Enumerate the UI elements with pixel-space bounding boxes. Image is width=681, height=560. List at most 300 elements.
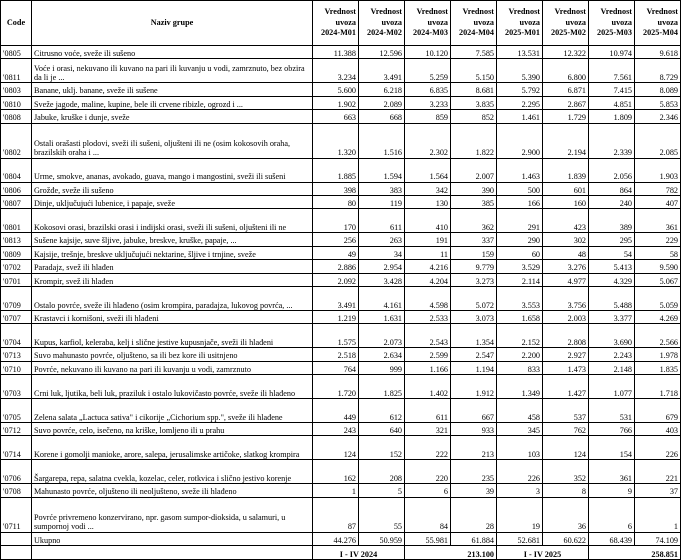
row-value: 3.428 (359, 273, 405, 286)
row-value: 1.575 (313, 324, 359, 348)
row-value: 423 (543, 209, 589, 233)
row-value: 226 (497, 460, 543, 484)
row-value: 191 (405, 233, 451, 246)
table-row (1, 324, 681, 348)
row-value: 213 (451, 436, 497, 460)
row-value: 291 (497, 209, 543, 233)
total-value: 68.439 (589, 532, 635, 545)
row-value: 766 (589, 423, 635, 436)
row-value: 2.200 (497, 348, 543, 361)
row-value: 2.900 (497, 123, 543, 158)
period-header: Vrednost uvoza 2024-M04 (451, 1, 497, 46)
row-value: 11 (405, 246, 451, 259)
row-code: '0708 (1, 484, 32, 497)
period-header: Vrednost uvoza 2025-M02 (543, 1, 589, 46)
row-value: 80 (313, 195, 359, 208)
row-value: 240 (589, 195, 635, 208)
row-group-name: Sveže jagode, maline, kupine, bele ili crvene ribizle, ogrozd i ... (32, 96, 313, 109)
row-value: 2.114 (497, 273, 543, 286)
row-value: 154 (589, 436, 635, 460)
row-value: 864 (589, 182, 635, 195)
row-group-name: Šargarepa, repa, salatna cvekla, kozelac, celer, rotkvica i slično jestivo korenje (32, 460, 313, 484)
row-value: 1.463 (497, 158, 543, 182)
row-value: 3.377 (589, 310, 635, 323)
row-value: 12.322 (543, 46, 589, 59)
row-group-name: Povrće privremeno konzervirano, npr. gasom sumpor-dioksida, u salamuri, u sumpornoj vodi ... (32, 497, 313, 532)
row-value: 1.516 (359, 123, 405, 158)
row-value: 1.354 (451, 324, 497, 348)
row-value: 1.720 (313, 375, 359, 399)
table-row (1, 59, 681, 83)
row-value: 833 (497, 361, 543, 374)
row-value: 1.902 (313, 96, 359, 109)
table-row (1, 436, 681, 460)
row-group-name: Voće i orasi, nekuvano ili kuvano na pari ili kuvanju u vodi, zamrznuto, bez obzira da li je ... (32, 59, 313, 83)
row-value: 500 (497, 182, 543, 195)
row-value: 208 (359, 460, 405, 484)
row-value: 11.388 (313, 46, 359, 59)
row-value: 2.599 (405, 348, 451, 361)
row-value: 1.473 (543, 361, 589, 374)
row-value: 2.302 (405, 123, 451, 158)
table-row (1, 96, 681, 109)
row-value: 1 (313, 484, 359, 497)
row-value: 48 (543, 246, 589, 259)
row-code: '0807 (1, 195, 32, 208)
row-value: 1.219 (313, 310, 359, 323)
row-value: 2.085 (635, 123, 681, 158)
row-value: 859 (405, 110, 451, 123)
table-row (1, 83, 681, 96)
row-value: 7.415 (589, 83, 635, 96)
row-value: 383 (359, 182, 405, 195)
row-group-name: Kupus, karfiol, keleraba, kelj i slične jestive kupusnjače, sveži ili hlađeni (32, 324, 313, 348)
summary-label-2024: I - IV 2024 (313, 546, 405, 560)
row-group-name: Paradajz, svež ili hlađen (32, 260, 313, 273)
row-value: 7.561 (589, 59, 635, 83)
row-value: 403 (635, 423, 681, 436)
row-value: 5.488 (589, 286, 635, 310)
period-summary-row (1, 546, 681, 560)
row-value: 295 (589, 233, 635, 246)
row-group-name: Grožđe, sveže ili sušeno (32, 182, 313, 195)
row-value: 5.059 (635, 286, 681, 310)
total-label: Ukupno (32, 532, 313, 545)
row-value: 1.594 (359, 158, 405, 182)
row-value: 2.886 (313, 260, 359, 273)
row-value: 1.912 (451, 375, 497, 399)
row-code: '0803 (1, 83, 32, 96)
row-value: 6.871 (543, 83, 589, 96)
row-code: '0809 (1, 246, 32, 259)
row-code: '0702 (1, 260, 32, 273)
row-value: 2.927 (543, 348, 589, 361)
table-row (1, 286, 681, 310)
row-value: 229 (635, 233, 681, 246)
row-group-name: Sušene kajsije, suve šljive, jabuke, breskve, kruške, papaje, ... (32, 233, 313, 246)
row-value: 2.533 (405, 310, 451, 323)
row-value: 1.885 (313, 158, 359, 182)
row-value: 1.166 (405, 361, 451, 374)
row-value: 49 (313, 246, 359, 259)
table-row (1, 423, 681, 436)
row-value: 679 (635, 399, 681, 423)
row-value: 6 (589, 497, 635, 532)
table-row (1, 110, 681, 123)
row-value: 4.329 (589, 273, 635, 286)
row-value: 601 (543, 182, 589, 195)
row-value: 5.853 (635, 96, 681, 109)
row-value: 385 (451, 195, 497, 208)
row-value: 1.718 (635, 375, 681, 399)
row-value: 3.529 (497, 260, 543, 273)
row-value: 290 (497, 233, 543, 246)
row-value: 361 (635, 209, 681, 233)
row-value: 5 (359, 484, 405, 497)
row-group-name: Krastavci i kornišoni, sveži ili hlađeni (32, 310, 313, 323)
row-value: 1.658 (497, 310, 543, 323)
table-row (1, 158, 681, 182)
row-value: 9.590 (635, 260, 681, 273)
row-code: '0806 (1, 182, 32, 195)
row-value: 321 (405, 423, 451, 436)
row-value: 2.566 (635, 324, 681, 348)
period-header: Vrednost uvoza 2025-M01 (497, 1, 543, 46)
row-value: 221 (635, 460, 681, 484)
row-value: 3.276 (543, 260, 589, 273)
summary-value-2025: 258.851 (589, 546, 681, 560)
row-value: 8.089 (635, 83, 681, 96)
row-value: 302 (543, 233, 589, 246)
row-value: 9.779 (451, 260, 497, 273)
row-value: 256 (313, 233, 359, 246)
table-row (1, 399, 681, 423)
total-row (1, 532, 681, 545)
header-row (1, 1, 681, 46)
row-value: 361 (589, 460, 635, 484)
row-value: 2.073 (359, 324, 405, 348)
row-value: 5.390 (497, 59, 543, 83)
row-group-name: Ostali orašasti plodovi, sveži ili sušeni, oljušteni ili ne (osim kokosovih oraha, brazilskih oraha i ... (32, 123, 313, 158)
row-value: 54 (589, 246, 635, 259)
row-code: '0701 (1, 273, 32, 286)
row-value: 7.585 (451, 46, 497, 59)
row-value: 1.427 (543, 375, 589, 399)
total-value: 52.681 (497, 532, 543, 545)
row-value: 852 (451, 110, 497, 123)
row-value: 1.903 (635, 158, 681, 182)
row-group-name: Citrusno voće, sveže ili sušeno (32, 46, 313, 59)
row-code: '0711 (1, 497, 32, 532)
table-row (1, 209, 681, 233)
row-value: 3.234 (313, 59, 359, 83)
row-code: '0804 (1, 158, 32, 182)
row-value: 3.756 (543, 286, 589, 310)
row-code: '0813 (1, 233, 32, 246)
row-code: '0805 (1, 46, 32, 59)
row-value: 2.089 (359, 96, 405, 109)
row-value: 28 (451, 497, 497, 532)
table-row (1, 310, 681, 323)
row-value: 2.007 (451, 158, 497, 182)
row-value: 398 (313, 182, 359, 195)
row-code: '0705 (1, 399, 32, 423)
row-value: 12.596 (359, 46, 405, 59)
row-value: 352 (543, 460, 589, 484)
row-value: 159 (451, 246, 497, 259)
row-value: 9 (589, 484, 635, 497)
row-value: 2.543 (405, 324, 451, 348)
row-group-name: Dinje, uključujući lubenice, i papaje, sveže (32, 195, 313, 208)
row-value: 342 (405, 182, 451, 195)
row-group-name: Zelena salata „Lactuca sativa" i cikorije „Cichorium spp.", sveže ili hlađene (32, 399, 313, 423)
row-value: 3.835 (451, 96, 497, 109)
summary-label-2025: I - IV 2025 (497, 546, 589, 560)
row-value: 933 (451, 423, 497, 436)
table-row (1, 273, 681, 286)
row-value: 1.978 (635, 348, 681, 361)
row-value: 103 (497, 436, 543, 460)
row-value: 170 (313, 209, 359, 233)
table-row (1, 195, 681, 208)
row-value: 5.259 (405, 59, 451, 83)
row-value: 2.056 (589, 158, 635, 182)
table-row (1, 484, 681, 497)
total-value: 55.981 (405, 532, 451, 545)
row-value: 1.402 (405, 375, 451, 399)
row-value: 2.808 (543, 324, 589, 348)
row-value: 337 (451, 233, 497, 246)
row-value: 2.518 (313, 348, 359, 361)
row-value: 345 (497, 423, 543, 436)
row-code: '0810 (1, 96, 32, 109)
row-code: '0703 (1, 375, 32, 399)
row-value: 1.825 (359, 375, 405, 399)
row-value: 2.243 (589, 348, 635, 361)
row-value: 152 (359, 436, 405, 460)
row-code: '0707 (1, 310, 32, 323)
row-value: 389 (589, 209, 635, 233)
row-value: 4.851 (589, 96, 635, 109)
total-value: 74.109 (635, 532, 681, 545)
row-value: 1.729 (543, 110, 589, 123)
row-value: 5.072 (451, 286, 497, 310)
row-group-name: Urme, smokve, ananas, avokado, guava, mango i mangostini, sveži ili sušeni (32, 158, 313, 182)
row-value: 162 (313, 460, 359, 484)
row-value: 1.809 (589, 110, 635, 123)
row-value: 5.600 (313, 83, 359, 96)
row-value: 2.346 (635, 110, 681, 123)
row-value: 4.598 (405, 286, 451, 310)
row-value: 3.690 (589, 324, 635, 348)
row-group-name: Kajsije, trešnje, breskve uključujući nektarine, šljive i trnjine, sveže (32, 246, 313, 259)
row-code: '0709 (1, 286, 32, 310)
row-value: 6.835 (405, 83, 451, 96)
row-value: 2.295 (497, 96, 543, 109)
row-value: 1 (635, 497, 681, 532)
row-value: 3.491 (313, 286, 359, 310)
table-row (1, 361, 681, 374)
row-code: '0706 (1, 460, 32, 484)
row-value: 762 (543, 423, 589, 436)
row-value: 87 (313, 497, 359, 532)
row-value: 160 (543, 195, 589, 208)
row-code: '0808 (1, 110, 32, 123)
row-value: 8.681 (451, 83, 497, 96)
row-value: 263 (359, 233, 405, 246)
table-row (1, 233, 681, 246)
row-value: 36 (543, 497, 589, 532)
row-value: 6.218 (359, 83, 405, 96)
total-value: 44.276 (313, 532, 359, 545)
row-value: 2.954 (359, 260, 405, 273)
row-value: 2.867 (543, 96, 589, 109)
row-value: 410 (405, 209, 451, 233)
summary-blank-cell (32, 546, 313, 560)
row-value: 764 (313, 361, 359, 374)
row-value: 4.161 (359, 286, 405, 310)
row-value: 130 (405, 195, 451, 208)
row-value: 611 (359, 209, 405, 233)
summary-blank-cell (1, 546, 32, 560)
row-value: 4.269 (635, 310, 681, 323)
row-value: 220 (405, 460, 451, 484)
row-value: 612 (359, 399, 405, 423)
row-value: 37 (635, 484, 681, 497)
period-header: Vrednost uvoza 2024-M02 (359, 1, 405, 46)
row-code: '0712 (1, 423, 32, 436)
row-value: 2.152 (497, 324, 543, 348)
row-value: 531 (589, 399, 635, 423)
row-value: 124 (313, 436, 359, 460)
table-row (1, 260, 681, 273)
row-value: 166 (497, 195, 543, 208)
total-value: 60.622 (543, 532, 589, 545)
code-header: Code (1, 1, 32, 46)
row-group-name: Suvo povrće, celo, isečeno, na kriške, lomljeno ili u prahu (32, 423, 313, 436)
row-value: 668 (359, 110, 405, 123)
row-value: 458 (497, 399, 543, 423)
period-header: Vrednost uvoza 2024-M03 (405, 1, 451, 46)
period-header: Vrednost uvoza 2025-M03 (589, 1, 635, 46)
table-row (1, 348, 681, 361)
row-value: 1.077 (589, 375, 635, 399)
row-value: 235 (451, 460, 497, 484)
row-value: 611 (405, 399, 451, 423)
row-value: 3.073 (451, 310, 497, 323)
row-value: 3 (497, 484, 543, 497)
row-value: 2.003 (543, 310, 589, 323)
table-row (1, 182, 681, 195)
row-value: 5.150 (451, 59, 497, 83)
row-value: 119 (359, 195, 405, 208)
row-code: '0801 (1, 209, 32, 233)
row-code: '0713 (1, 348, 32, 361)
total-code-cell (1, 532, 32, 545)
row-value: 8.729 (635, 59, 681, 83)
row-value: 10.120 (405, 46, 451, 59)
row-group-name: Krompir, svež ili hlađen (32, 273, 313, 286)
row-group-name: Jabuke, kruške i dunje, sveže (32, 110, 313, 123)
row-value: 10.974 (589, 46, 635, 59)
row-value: 13.531 (497, 46, 543, 59)
row-value: 407 (635, 195, 681, 208)
row-group-name: Kokosovi orasi, brazilski orasi i indijski orasi, sveži ili sušeni, oljušteni ili ne (32, 209, 313, 233)
period-header: Vrednost uvoza 2024-M01 (313, 1, 359, 46)
row-value: 84 (405, 497, 451, 532)
row-group-name: Suvo mahunasto povrće, oljušteno, sa ili bez kore ili usitnjeno (32, 348, 313, 361)
row-group-name: Ostalo povrće, sveže ili hlađeno (osim krompira, paradajza, lukovog povrća, ... (32, 286, 313, 310)
row-value: 4.216 (405, 260, 451, 273)
row-value: 640 (359, 423, 405, 436)
row-value: 362 (451, 209, 497, 233)
total-value: 61.884 (451, 532, 497, 545)
row-value: 3.491 (359, 59, 405, 83)
row-value: 243 (313, 423, 359, 436)
row-value: 390 (451, 182, 497, 195)
row-value: 1.631 (359, 310, 405, 323)
row-code: '0710 (1, 361, 32, 374)
row-value: 2.339 (589, 123, 635, 158)
row-value: 19 (497, 497, 543, 532)
table-row (1, 375, 681, 399)
row-code: '0714 (1, 436, 32, 460)
table-row (1, 123, 681, 158)
row-value: 4.977 (543, 273, 589, 286)
row-value: 5.413 (589, 260, 635, 273)
row-value: 999 (359, 361, 405, 374)
row-value: 9.618 (635, 46, 681, 59)
row-value: 2.092 (313, 273, 359, 286)
table-body (1, 46, 681, 533)
table-row (1, 497, 681, 532)
period-header: Vrednost uvoza 2025-M04 (635, 1, 681, 46)
row-value: 537 (543, 399, 589, 423)
total-value: 50.959 (359, 532, 405, 545)
row-value: 6.800 (543, 59, 589, 83)
row-value: 58 (635, 246, 681, 259)
row-value: 2.547 (451, 348, 497, 361)
row-value: 5.067 (635, 273, 681, 286)
row-value: 222 (405, 436, 451, 460)
row-value: 1.564 (405, 158, 451, 182)
table-row (1, 46, 681, 59)
row-value: 1.839 (543, 158, 589, 182)
table-row (1, 246, 681, 259)
row-value: 3.553 (497, 286, 543, 310)
row-code: '0802 (1, 123, 32, 158)
row-value: 34 (359, 246, 405, 259)
row-value: 39 (451, 484, 497, 497)
row-group-name: Korene i gomolji manioke, arore, salepa, jerusalimske artičoke, slatkog krompira (32, 436, 313, 460)
row-value: 449 (313, 399, 359, 423)
row-value: 782 (635, 182, 681, 195)
table-row (1, 460, 681, 484)
row-value: 226 (635, 436, 681, 460)
row-code: '0811 (1, 59, 32, 83)
row-value: 60 (497, 246, 543, 259)
row-value: 8 (543, 484, 589, 497)
row-value: 4.204 (405, 273, 451, 286)
row-value: 1.320 (313, 123, 359, 158)
row-value: 2.634 (359, 348, 405, 361)
row-group-name: Povrće, nekuvano ili kuvano na pari ili kuvanju u vodi, zamrznuto (32, 361, 313, 374)
row-value: 1.194 (451, 361, 497, 374)
row-value: 124 (543, 436, 589, 460)
row-group-name: Crni luk, ljutika, beli luk, praziluk i ostalo lukovičasto povrće, sveže ili hlađeno (32, 375, 313, 399)
row-value: 6 (405, 484, 451, 497)
row-value: 663 (313, 110, 359, 123)
